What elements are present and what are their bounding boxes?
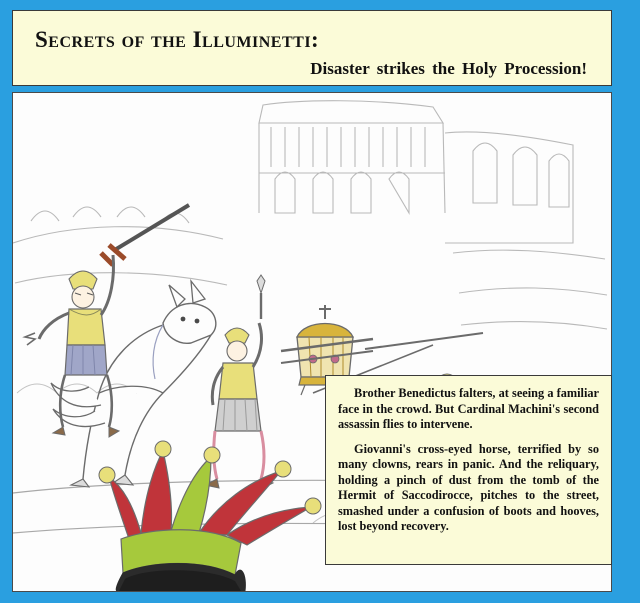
caption-paragraph-1: Brother Benedictus falters, at seeing a familiar face in the crowd. But Cardinal Machini's second assassin flies to intervene.: [338, 386, 599, 431]
title-line-primary: Secrets of the Illuminetti:: [35, 27, 320, 52]
mounted-rider: [25, 255, 119, 437]
title-line-secondary: Disaster strikes the Holy Procession!: [310, 59, 587, 78]
title-banner: [12, 10, 612, 86]
background-architecture: [13, 101, 607, 329]
caption-paragraph-2: Giovanni's cross-eyed horse, terrified by so many clowns, rears in panic. And the reliquary, holding a pinch of dust from the tomb of the Hermit of Saccodirocce, pitches to the street, smashed under a confusion of boots and hooves, lost beyond recovery.: [338, 441, 599, 533]
caption-box: [325, 375, 612, 565]
jester-hat: [99, 441, 321, 591]
